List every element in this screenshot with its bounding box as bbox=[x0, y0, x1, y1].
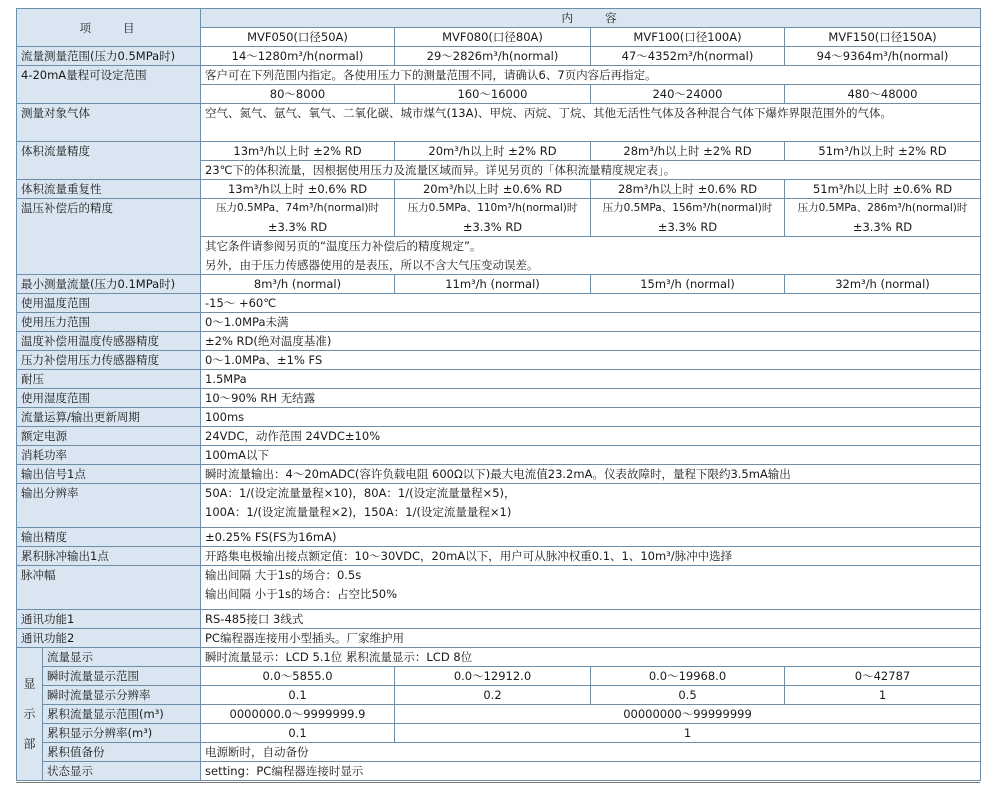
cell: -15～ +60℃ bbox=[201, 294, 981, 313]
cell: 10～90% RH 无结露 bbox=[201, 389, 981, 408]
display-group-char: 部 bbox=[23, 737, 36, 751]
row-label: 流量运算/输出更新周期 bbox=[17, 408, 201, 427]
cell: 80～8000 bbox=[201, 85, 395, 104]
cell: 160～16000 bbox=[395, 85, 591, 104]
row-label: 通讯功能2 bbox=[17, 629, 201, 648]
cell: 0.1 bbox=[201, 724, 395, 743]
cell: ±3.3% RD bbox=[201, 218, 395, 237]
cell: 15m³/h (normal) bbox=[591, 275, 785, 294]
cell: 空气、氮气、氩气、氧气、二氧化碳、城市煤气(13A)、甲烷、丙烷、丁烷、其他无活性气体及各种混合气体下爆炸界限范围外的气体。 bbox=[201, 104, 981, 142]
cell: 0000000.0～9999999.9 bbox=[201, 705, 395, 724]
cell: ±0.25% FS(FS为16mA) bbox=[201, 528, 981, 547]
table-row bbox=[17, 427, 981, 446]
table-row bbox=[17, 465, 981, 484]
cell: 1 bbox=[395, 724, 981, 743]
cell: 32m³/h (normal) bbox=[785, 275, 981, 294]
cell: 51m³/h以上时 ±2% RD bbox=[785, 142, 981, 161]
table-row bbox=[17, 408, 981, 427]
cell: 压力0.5MPa、74m³/h(normal)时 bbox=[201, 199, 395, 218]
bottom-divider bbox=[16, 782, 980, 783]
display-group-label bbox=[17, 648, 43, 781]
spec-sheet bbox=[16, 8, 980, 781]
cell: 50A：1/(设定流量量程×10)，80A：1/(设定流量量程×5)， bbox=[201, 484, 981, 503]
row-label: 体积流量精度 bbox=[17, 142, 201, 180]
row-label: 4-20mA量程可设定范围 bbox=[17, 66, 201, 104]
cell: 13m³/h以上时 ±0.6% RD bbox=[201, 180, 395, 199]
cell: 0.0～12912.0 bbox=[395, 667, 591, 686]
cell: 14～1280m³/h(normal) bbox=[201, 47, 395, 66]
cell: ±3.3% RD bbox=[785, 218, 981, 237]
cell: 8m³/h (normal) bbox=[201, 275, 395, 294]
table-row bbox=[17, 686, 981, 705]
cell: ±3.3% RD bbox=[395, 218, 591, 237]
table-row bbox=[17, 724, 981, 743]
table-row bbox=[17, 667, 981, 686]
cell: 压力0.5MPa、110m³/h(normal)时 bbox=[395, 199, 591, 218]
cell: 1.5MPa bbox=[201, 370, 981, 389]
header-row bbox=[17, 9, 981, 28]
row-label: 累积值备份 bbox=[43, 743, 201, 762]
row-label: 输出信号1点 bbox=[17, 465, 201, 484]
cell: PC编程器连接用小型插头。厂家维护用 bbox=[201, 629, 981, 648]
row-label: 状态显示 bbox=[43, 762, 201, 781]
cell: 压力0.5MPa、286m³/h(normal)时 bbox=[785, 199, 981, 218]
cell: 0～1.0MPa未满 bbox=[201, 313, 981, 332]
table-row bbox=[17, 705, 981, 724]
cell: RS-485接口 3线式 bbox=[201, 610, 981, 629]
table-row bbox=[17, 66, 981, 85]
table-row bbox=[17, 528, 981, 547]
cell: 0.5 bbox=[591, 686, 785, 705]
table-row bbox=[17, 47, 981, 66]
cell: 100mA以下 bbox=[201, 446, 981, 465]
cell-note: 客户可在下列范围内指定。各使用压力下的测量范围不同，请确认6、7页内容后再指定。 bbox=[201, 66, 981, 85]
model-100: MVF100(口径100A) bbox=[591, 28, 785, 47]
cell: ±2% RD(绝对温度基准) bbox=[201, 332, 981, 351]
cell: 0～42787 bbox=[785, 667, 981, 686]
cell: 0.0～5855.0 bbox=[201, 667, 395, 686]
cell: ±3.3% RD bbox=[591, 218, 785, 237]
row-label: 输出分辨率 bbox=[17, 484, 201, 528]
cell: 94～9364m³/h(normal) bbox=[785, 47, 981, 66]
table-row bbox=[17, 389, 981, 408]
cell: 0～1.0MPa、±1% FS bbox=[201, 351, 981, 370]
table-row bbox=[17, 180, 981, 199]
cell: 480～48000 bbox=[785, 85, 981, 104]
cell: 24VDC，动作范围 24VDC±10% bbox=[201, 427, 981, 446]
table-row bbox=[17, 275, 981, 294]
cell: 输出间隔 大于1s的场合：0.5s bbox=[201, 566, 981, 585]
table-row bbox=[17, 629, 981, 648]
cell: 00000000～99999999 bbox=[395, 705, 981, 724]
table-row bbox=[17, 104, 981, 142]
cell: 13m³/h以上时 ±2% RD bbox=[201, 142, 395, 161]
cell: 1 bbox=[785, 686, 981, 705]
table-row bbox=[17, 332, 981, 351]
row-label: 耐压 bbox=[17, 370, 201, 389]
cell: 240～24000 bbox=[591, 85, 785, 104]
model-080: MVF080(口径80A) bbox=[395, 28, 591, 47]
cell: 0.2 bbox=[395, 686, 591, 705]
spec-table bbox=[16, 8, 981, 781]
row-label: 使用压力范围 bbox=[17, 313, 201, 332]
cell-note: 23℃下的体积流量，因根据使用压力及流量区域而异。详见另页的「体积流量精度规定表」。 bbox=[201, 161, 981, 180]
row-label: 测量对象气体 bbox=[17, 104, 201, 142]
table-row bbox=[17, 351, 981, 370]
row-label: 输出精度 bbox=[17, 528, 201, 547]
header-item: 项 目 bbox=[17, 9, 201, 47]
row-label: 使用温度范围 bbox=[17, 294, 201, 313]
row-label: 压力补偿用压力传感器精度 bbox=[17, 351, 201, 370]
cell: setting：PC编程器连接时显示 bbox=[201, 762, 981, 781]
table-row bbox=[17, 648, 981, 667]
table-row bbox=[17, 199, 981, 218]
row-label: 瞬时流量显示分辨率 bbox=[43, 686, 201, 705]
display-group-char: 示 bbox=[23, 707, 36, 721]
row-label: 脉冲幅 bbox=[17, 566, 201, 610]
display-group-char: 显 bbox=[23, 677, 36, 691]
cell: 压力0.5MPa、156m³/h(normal)时 bbox=[591, 199, 785, 218]
row-label: 累积脉冲输出1点 bbox=[17, 547, 201, 566]
table-row bbox=[17, 142, 981, 161]
cell: 100ms bbox=[201, 408, 981, 427]
row-label: 最小测量流量(压力0.1MPa时) bbox=[17, 275, 201, 294]
model-050: MVF050(口径50A) bbox=[201, 28, 395, 47]
cell: 47～4352m³/h(normal) bbox=[591, 47, 785, 66]
cell: 51m³/h以上时 ±0.6% RD bbox=[785, 180, 981, 199]
cell: 0.0～19968.0 bbox=[591, 667, 785, 686]
cell-note: 其它条件请参阅另页的“温度压力补偿后的精度规定”。 bbox=[201, 237, 981, 256]
cell: 输出间隔 小于1s的场合：占空比50% bbox=[201, 585, 981, 604]
table-row bbox=[17, 610, 981, 629]
row-label: 消耗功率 bbox=[17, 446, 201, 465]
table-row bbox=[17, 762, 981, 781]
cell: 0.1 bbox=[201, 686, 395, 705]
cell: 100A：1/(设定流量量程×2)，150A：1/(设定流量量程×1) bbox=[201, 503, 981, 522]
row-label: 使用湿度范围 bbox=[17, 389, 201, 408]
cell: 开路集电极输出接点额定值：10～30VDC，20mA以下，用户可从脉冲权重0.1、1、10m³/脉冲中选择 bbox=[201, 547, 981, 566]
row-label: 通讯功能1 bbox=[17, 610, 201, 629]
row-label: 体积流量重复性 bbox=[17, 180, 201, 199]
cell: 瞬时流量输出：4～20mADC(容许负载电阻 600Ω以下)最大电流值23.2mA。仪表故障时，量程下限约3.5mA输出 bbox=[201, 465, 981, 484]
row-label: 温度补偿用温度传感器精度 bbox=[17, 332, 201, 351]
table-row bbox=[17, 446, 981, 465]
table-row bbox=[17, 566, 981, 585]
row-label: 流量测量范围(压力0.5MPa时) bbox=[17, 47, 201, 66]
row-label: 流量显示 bbox=[43, 648, 201, 667]
table-row bbox=[17, 294, 981, 313]
cell-note: 另外，由于压力传感器使用的是表压，所以不含大气压变动误差。 bbox=[201, 256, 981, 275]
table-row bbox=[17, 547, 981, 566]
table-row bbox=[17, 484, 981, 503]
cell: 瞬时流量显示：LCD 5.1位 累积流量显示：LCD 8位 bbox=[201, 648, 981, 667]
table-row bbox=[17, 370, 981, 389]
table-row bbox=[17, 313, 981, 332]
cell: 28m³/h以上时 ±2% RD bbox=[591, 142, 785, 161]
model-150: MVF150(口径150A) bbox=[785, 28, 981, 47]
cell: 电源断时，自动备份 bbox=[201, 743, 981, 762]
row-label: 累积流量显示范围(m³) bbox=[43, 705, 201, 724]
row-label: 累积显示分辨率(m³) bbox=[43, 724, 201, 743]
cell: 29～2826m³/h(normal) bbox=[395, 47, 591, 66]
row-label: 温压补偿后的精度 bbox=[17, 199, 201, 275]
row-label: 额定电源 bbox=[17, 427, 201, 446]
row-label: 瞬时流量显示范围 bbox=[43, 667, 201, 686]
cell: 11m³/h (normal) bbox=[395, 275, 591, 294]
header-content: 内 容 bbox=[201, 9, 981, 28]
table-row bbox=[17, 743, 981, 762]
cell: 28m³/h以上时 ±0.6% RD bbox=[591, 180, 785, 199]
cell: 20m³/h以上时 ±2% RD bbox=[395, 142, 591, 161]
cell: 20m³/h以上时 ±0.6% RD bbox=[395, 180, 591, 199]
